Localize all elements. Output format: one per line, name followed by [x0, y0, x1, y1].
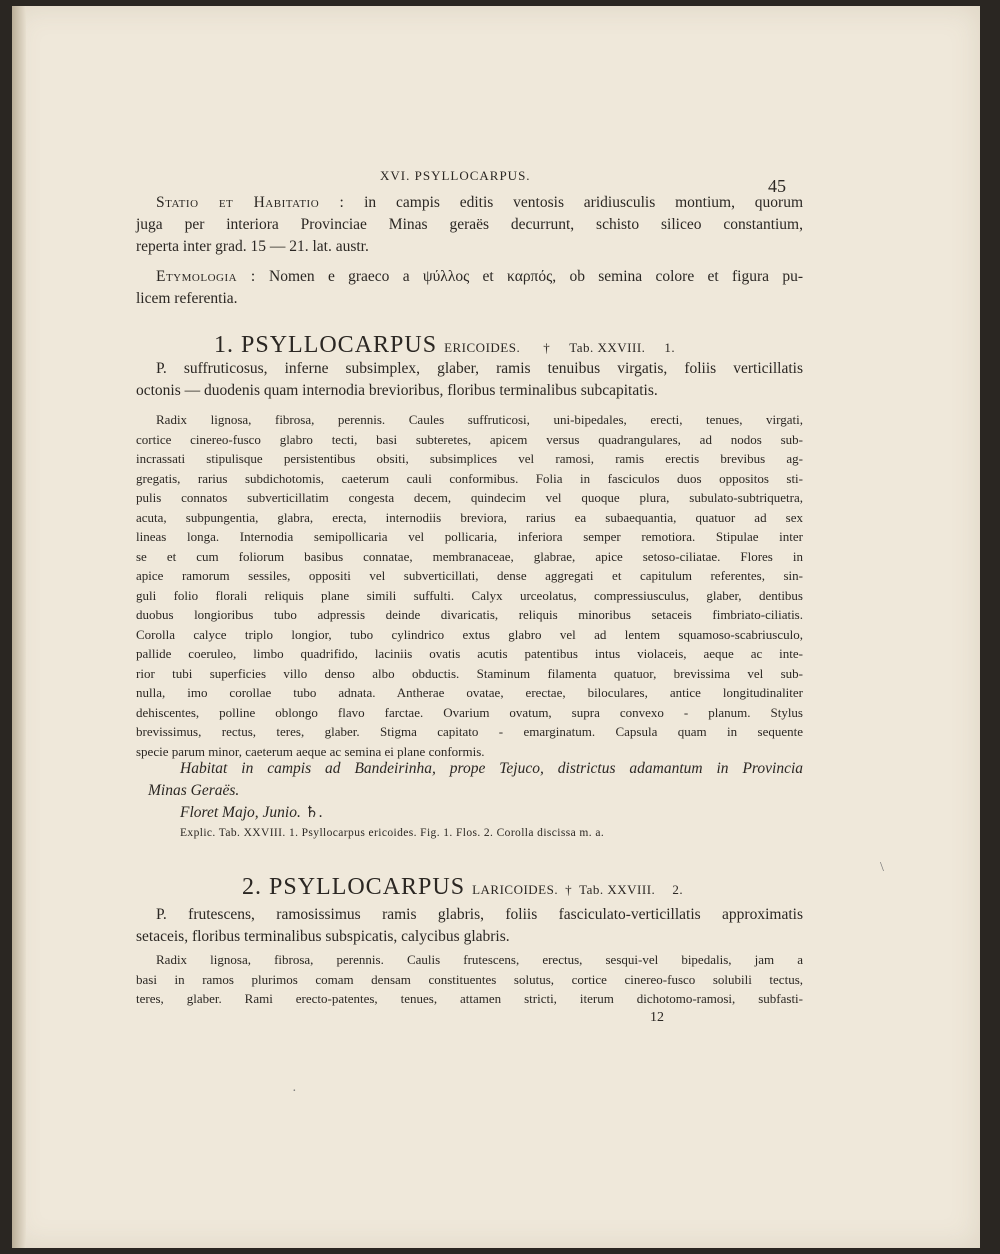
species-1-floret	[136, 802, 803, 824]
species-2-dagger: †	[565, 882, 573, 897]
perennial-symbol: ♄.	[304, 804, 323, 821]
species-2-heading	[242, 874, 683, 901]
running-head: XVI. PSYLLOCARPUS.	[380, 168, 531, 183]
species-1-diagnosis	[136, 358, 803, 402]
binding-edge	[12, 6, 26, 1248]
floret-text: Floret Majo, Junio.	[180, 804, 301, 821]
species-1-dagger: †	[543, 340, 551, 355]
description-line: basi in ramos plurimos comam densam constituentes solutus, cortice cinereo-fusco solubili tectus,	[136, 971, 803, 987]
etymologia-label: Etymologia :	[156, 268, 256, 285]
statio-line-3: reperta inter grad. 15 — 21. lat. austr.	[136, 238, 369, 255]
species-2-diagnosis	[136, 904, 803, 948]
description-line: guli folio florali reliquis plane simili suffulti. Calyx urceolatus, compressiusculus, glaber, dentibus	[136, 587, 803, 603]
description-line: dehiscentes, polline oblongo flavo farctae. Ovarium ovatum, supra convexo - planum. Stylus	[136, 704, 803, 720]
habitat-line: Minas Geraës.	[148, 782, 240, 799]
etymologia-line-2: licem referentia.	[136, 290, 238, 307]
description-line: pulis connatos subverticillatim congesta decem, quindecim vel quoque plura, subulato-subtriquetra,	[136, 490, 803, 505]
paper-speck: ·	[292, 1084, 297, 1099]
description-line: lineas longa. Internodia semipollicaria vel pollicaria, inferiora semper remotiora. Stipulae inter	[136, 529, 803, 544]
description-line: duobus longioribus tubo adpressis deinde divaricatis, reliquis minoribus setaceis fimbriato-ciliatis.	[136, 607, 803, 622]
statio-line-1: in campis editis ventosis aridiusculis montium, quorum	[364, 194, 803, 211]
species-2-genus: PSYLLOCARPUS	[269, 874, 466, 900]
description-line: Corolla calyce triplo longior, tubo cylindrico extus glabro vel ad lentem squamoso-scabriusculo,	[136, 626, 803, 642]
description-line: acuta, subpungentia, glabra, erecta, internodiis breviora, rarius ea subaequantia, quatuor ad sex	[136, 509, 803, 525]
description-line: incrassati stipulisque persistentibus obsiti, subsimplices vel ramosi, ramis erectis brevibus ag-	[136, 451, 803, 466]
species-1-habitat	[136, 758, 803, 802]
explicatio-line: Explic. Tab. XXVIII. 1. Psyllocarpus ericoides. Fig. 1. Flos. 2. Corolla discissa m. a.	[180, 827, 605, 839]
description-line: Radix lignosa, fibrosa, perennis. Caules suffruticosi, uni-bipedales, erecti, tenues, virgati,	[156, 412, 803, 427]
description-line: rior tubi superficies villo denso albo obductis. Staminum filamenta quatuor, brevissima vel sub-	[136, 665, 803, 681]
description-line: brevissimus, rectus, teres, glaber. Stigma capitato - emarginatum. Capsula quam in sequente	[136, 724, 803, 739]
statio-paragraph	[136, 192, 803, 258]
paper-speck: \	[880, 860, 884, 875]
species-1-tab-number: 1.	[664, 340, 676, 355]
species-2-tab-number: 2.	[672, 882, 684, 897]
species-2-tab: Tab. XXVIII.	[579, 882, 656, 897]
etymologia-line-1: Nomen e graeco a ψύλλος et καρπός, ob semina colore et figura pu-	[269, 268, 803, 285]
signature-mark: 12	[650, 1010, 664, 1025]
species-1-tab: Tab. XXVIII.	[569, 340, 646, 355]
species-1-number: 1.	[214, 332, 234, 358]
species-1-genus: PSYLLOCARPUS	[241, 332, 438, 358]
etymologia-paragraph	[136, 266, 803, 310]
description-line: apice ramorum sessiles, oppositi vel subverticillati, dense aggregati et capitulum referentes, sin-	[136, 568, 803, 583]
diagnosis-line: P. frutescens, ramosissimus ramis glabris, foliis fasciculato-verticillatis approximatis	[156, 906, 803, 923]
description-line: cortice cinereo-fusco glabro tecti, basi subteretes, apicem versus quadrangulares, ad nodos sub-	[136, 431, 803, 447]
book-page	[12, 6, 980, 1248]
page-number: 45	[768, 176, 786, 196]
species-1-heading	[214, 332, 675, 359]
habitat-line: Habitat in campis ad Bandeirinha, prope Tejuco, districtus adamantum in Provincia	[180, 760, 803, 777]
species-2-number: 2.	[242, 874, 262, 900]
description-line: teres, glaber. Rami erecto-patentes, tenues, attamen stricti, iterum dichotomo-ramosi, subfasti-	[136, 991, 803, 1006]
statio-label: Statio et Habitatio :	[156, 194, 345, 211]
diagnosis-line: setaceis, floribus terminalibus subspicatis, calycibus glabris.	[136, 928, 510, 945]
diagnosis-line: P. suffruticosus, inferne subsimplex, glaber, ramis tenuibus virgatis, foliis verticillatis	[156, 360, 803, 377]
species-1-description	[136, 410, 803, 761]
description-line: gregatis, rarius subdichotomis, caeterum cauli conformibus. Folia in fasciculos duos oppositos sti-	[136, 470, 803, 486]
description-line: pallide coeruleo, limbo quadrifido, laciniis ovatis acutis patentibus intus violaceis, aeque ac inte-	[136, 646, 803, 661]
diagnosis-line: octonis — duodenis quam internodia brevioribus, floribus terminalibus subcapitatis.	[136, 382, 658, 399]
statio-line-2: juga per interiora Provinciae Minas geraës decurrunt, schisto siliceo constantium,	[136, 216, 803, 233]
species-2-description	[136, 950, 803, 1009]
description-line: nulla, imo corollae tubo adnata. Antherae ovatae, erectae, biloculares, antice longitudinaliter	[136, 685, 803, 700]
description-line: specie parum minor, caeterum aeque ac semina ei plane conformis.	[136, 743, 485, 759]
species-1-explicatio	[136, 824, 803, 844]
description-line: se et cum foliorum basibus connatae, membranaceae, glabrae, apice setoso-ciliatae. Flores in	[136, 548, 803, 564]
species-1-epithet: ERICOIDES.	[444, 340, 521, 355]
species-2-epithet: LARICOIDES.	[472, 882, 559, 897]
description-line: Radix lignosa, fibrosa, perennis. Caulis frutescens, erectus, sesqui-vel bipedalis, jam a	[156, 952, 803, 967]
